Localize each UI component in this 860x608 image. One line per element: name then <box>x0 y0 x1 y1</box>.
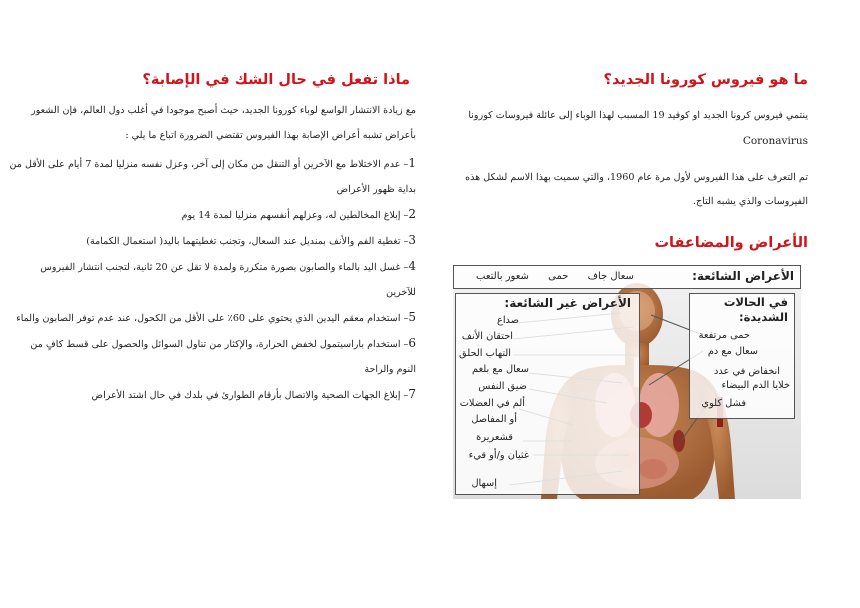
step-item: 6– استخدام باراسيتمول لخفض الحرارة، والإكثار من تناول السوائل والحصول على قسط كافٍ من النوم والراحة <box>30 336 416 375</box>
uncommon-symptoms-box <box>455 293 640 495</box>
latin-name: Coronavirus <box>742 135 808 147</box>
covid-description: ينتمي فيروس كرونا الجديد او كوفيد 19 المسبب لهذا الوباء إلى عائلة فيروسات كورونا Coronavirus <box>452 104 808 154</box>
symptom-label: قشعريرة <box>476 432 513 443</box>
symptom-label: إسهال <box>471 478 497 489</box>
uncommon-symptoms-title: الأعراض غير الشائعة: <box>504 296 631 310</box>
common-symptoms-list <box>460 271 634 282</box>
symptom-label: احتقان الأنف <box>461 331 513 342</box>
symptoms-figure <box>453 265 801 499</box>
step-item: 7– إبلاغ الجهات الصحية والاتصال بأرقام الطوارئ في بلدك في حال اشتد الأعراض <box>91 387 416 401</box>
left-column <box>8 72 416 408</box>
symptom-label: سعال جاف <box>587 271 634 282</box>
symptom-label: التهاب الحلق <box>459 348 511 359</box>
step-item: 1– عدم الاختلاط مع الآخرين أو التنقل من مكان إلى آخر، وعزل نفسه منزليا لمدة 7 أيام على الأقل من بداية ظهور الأعراض <box>9 156 416 195</box>
step-item: 3– تغطية الفم والأنف بمنديل عند السعال، وتجنب تغطيتهما باليد( استعمال الكمامة) <box>86 233 416 247</box>
severe-symptoms-title: في الحالات الشديدة: <box>723 295 788 324</box>
symptoms-title: الأعراض والمضاعفات <box>654 235 808 251</box>
suspicion-title: ماذا تفعل في حال الشك في الإصابة؟ <box>142 72 410 88</box>
discovery-paragraph: تم التعرف على هذا الفيروس لأول مرة عام 1960، والتي سميت بهذا الاسم لشكل هذه الفيروسات والذي يشبه التاج. <box>465 172 808 207</box>
covid-title: ما هو فيروس كورونا الجديد؟ <box>603 72 808 88</box>
symptom-label: حمى <box>548 271 569 282</box>
symptom-label: صداع <box>496 315 519 326</box>
step-item: 2– إبلاغ المخالطين له، وعزلهم أنفسهم منزليا لمدة 14 يوم <box>181 207 416 221</box>
symptom-label: سعال مع بلغم <box>472 364 529 375</box>
severe-symptom-label: فشل كلوي <box>701 398 746 409</box>
severe-symptom-label: انخفاض في عدد <box>714 366 780 377</box>
severe-symptom-label: خلايا الدم البيضاء <box>721 380 790 391</box>
suspicion-intro: مع زيادة الانتشار الواسع لوباء كورونا الجديد، حيث أصبح موجودا في أغلب دول العالم، فإن الشعور بأعراض تشبه أعراض الإصابة بهذا الفيروس تقتضي الضرورة اتباع ما يلي : <box>31 105 416 141</box>
step-item: 5– استخدام معقم اليدين الذي يحتوي على 60٪ على الأقل من الكحول، عند عدم توفر الصابون والماء <box>16 310 416 324</box>
symptom-label: أو المفاصل <box>471 414 517 425</box>
severe-symptom-label: حمى مرتفعة <box>698 330 750 341</box>
step-item: 4– غسل اليد بالماء والصابون بصورة متكررة ولمدة لا تقل عن 20 ثانية، لتجنب انتشار الفيروس للآخرين <box>40 259 416 298</box>
common-symptoms-box <box>453 265 801 289</box>
right-column <box>452 72 808 251</box>
common-symptoms-title: الأعراض الشائعة: <box>692 269 794 283</box>
symptom-label: شعور بالتعب <box>476 271 529 282</box>
symptom-label: ضيق النفس <box>478 381 527 392</box>
symptom-label: ألم في العضلات <box>459 398 525 409</box>
severe-symptoms-box <box>689 293 795 419</box>
severe-symptom-label: سعال مع دم <box>707 346 758 357</box>
symptom-label: غثيان و/أو قيء <box>468 450 529 461</box>
